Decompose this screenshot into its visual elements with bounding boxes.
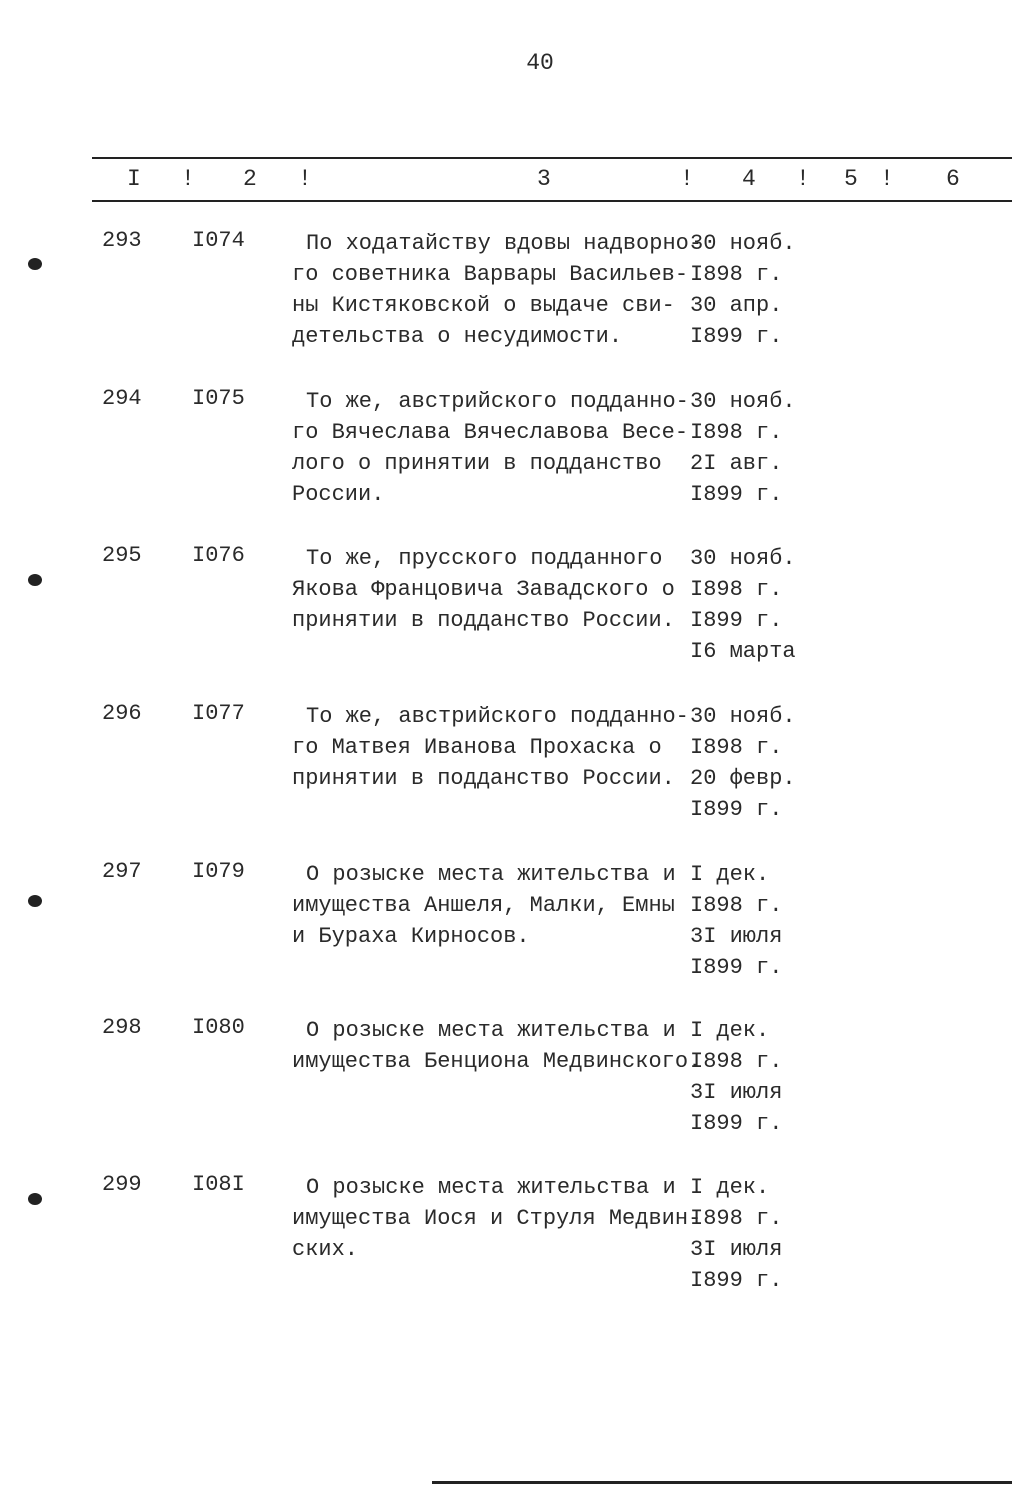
description-line: Якова Францовича Завадского о: [292, 577, 675, 602]
header-col-3: 3: [537, 166, 551, 192]
header-separator-4: !: [796, 166, 810, 192]
date-line: I898 г.: [690, 735, 783, 760]
date-line: I898 г.: [690, 1049, 783, 1074]
description-line: го советника Варвары Васильев-: [292, 262, 689, 287]
date-line: I899 г.: [690, 608, 783, 633]
date-line: I899 г.: [690, 797, 783, 822]
description-line: принятии в подданство России.: [292, 766, 675, 791]
punch-hole-mark: [28, 258, 42, 270]
date-line: I898 г.: [690, 893, 783, 918]
punch-hole-mark: [28, 574, 42, 586]
record-number: 293: [102, 228, 142, 253]
header-separator-1: !: [181, 166, 195, 192]
date-line: I898 г.: [690, 420, 783, 445]
description-line: России.: [292, 482, 385, 507]
header-col-6: 6: [946, 166, 960, 192]
date-line: 2I авг.: [690, 451, 783, 476]
record-294: [0, 386, 1024, 516]
date-line: I дек.: [690, 862, 770, 887]
date-line: 30 нояб.: [690, 389, 796, 414]
file-number: I079: [192, 859, 245, 884]
description-line: То же, австрийского подданно-: [306, 389, 689, 414]
description-line: ских.: [292, 1237, 359, 1262]
record-description: [292, 701, 692, 794]
header-bottom-rule: [92, 200, 1012, 202]
date-line: I899 г.: [690, 1268, 783, 1293]
date-line: I899 г.: [690, 1111, 783, 1136]
header-col-1: I: [127, 166, 141, 192]
record-description: [292, 543, 692, 636]
date-line: 30 нояб.: [690, 704, 796, 729]
date-line: 20 февр.: [690, 766, 796, 791]
file-number: I077: [192, 701, 245, 726]
record-299: [0, 1172, 1024, 1302]
file-number: I08I: [192, 1172, 245, 1197]
date-line: 3I июля: [690, 1080, 783, 1105]
record-dates: [690, 543, 810, 667]
record-description: [292, 228, 703, 352]
description-line: имущества Бенциона Медвинского.: [292, 1049, 702, 1074]
description-line: По ходатайству вдовы надворно-: [306, 231, 703, 256]
date-line: I898 г.: [690, 262, 783, 287]
file-number: I075: [192, 386, 245, 411]
date-line: 30 нояб.: [690, 546, 796, 571]
date-line: I дек.: [690, 1175, 770, 1200]
description-line: лого о принятии в подданство: [292, 451, 662, 476]
header-col-5: 5: [844, 166, 858, 192]
description-line: имущества Иося и Струля Медвин-: [292, 1206, 702, 1231]
description-line: О розыске места жительства и: [306, 862, 676, 887]
record-description: [292, 1015, 702, 1077]
description-line: О розыске места жительства и: [306, 1175, 676, 1200]
record-description: [292, 859, 692, 952]
record-dates: [690, 1172, 810, 1296]
header-separator-3: !: [680, 166, 694, 192]
date-line: I6 марта: [690, 639, 796, 664]
header-col-4: 4: [742, 166, 756, 192]
header-col-2: 2: [243, 166, 257, 192]
record-number: 298: [102, 1015, 142, 1040]
description-line: детельства о несудимости.: [292, 324, 623, 349]
description-line: То же, австрийского подданно-: [306, 704, 689, 729]
record-number: 294: [102, 386, 142, 411]
date-line: I898 г.: [690, 577, 783, 602]
header-separator-5: !: [880, 166, 894, 192]
date-line: 30 нояб.: [690, 231, 796, 256]
description-line: ны Кистяковской о выдаче сви-: [292, 293, 675, 318]
record-description: [292, 386, 692, 510]
date-line: I899 г.: [690, 324, 783, 349]
description-line: го Матвея Иванова Прохаска о: [292, 735, 662, 760]
record-dates: [690, 228, 810, 352]
record-dates: [690, 386, 810, 510]
date-line: 3I июля: [690, 1237, 783, 1262]
description-line: принятии в подданство России.: [292, 608, 675, 633]
file-number: I074: [192, 228, 245, 253]
record-296: [0, 701, 1024, 831]
punch-hole-mark: [28, 895, 42, 907]
file-number: I080: [192, 1015, 245, 1040]
date-line: 30 апр.: [690, 293, 783, 318]
table-top-rule: [92, 157, 1012, 159]
record-number: 295: [102, 543, 142, 568]
date-line: I898 г.: [690, 1206, 783, 1231]
record-description: [292, 1172, 702, 1265]
date-line: I899 г.: [690, 482, 783, 507]
date-line: I899 г.: [690, 955, 783, 980]
page-number: 40: [526, 50, 554, 76]
description-line: О розыске места жительства и: [306, 1018, 676, 1043]
record-295: [0, 543, 1024, 673]
record-298: [0, 1015, 1024, 1145]
bottom-rule: [432, 1481, 1012, 1484]
record-number: 299: [102, 1172, 142, 1197]
record-dates: [690, 1015, 810, 1139]
record-293: [0, 228, 1024, 358]
record-number: 297: [102, 859, 142, 884]
record-dates: [690, 859, 810, 983]
description-line: го Вячеслава Вячеславова Весе-: [292, 420, 689, 445]
description-line: имущества Аншеля, Малки, Емны: [292, 893, 675, 918]
punch-hole-mark: [28, 1193, 42, 1205]
record-dates: [690, 701, 810, 825]
date-line: 3I июля: [690, 924, 783, 949]
record-297: [0, 859, 1024, 989]
record-number: 296: [102, 701, 142, 726]
date-line: I дек.: [690, 1018, 770, 1043]
header-separator-2: !: [298, 166, 312, 192]
description-line: и Бураха Кирносов.: [292, 924, 530, 949]
description-line: То же, прусского подданного: [306, 546, 663, 571]
file-number: I076: [192, 543, 245, 568]
